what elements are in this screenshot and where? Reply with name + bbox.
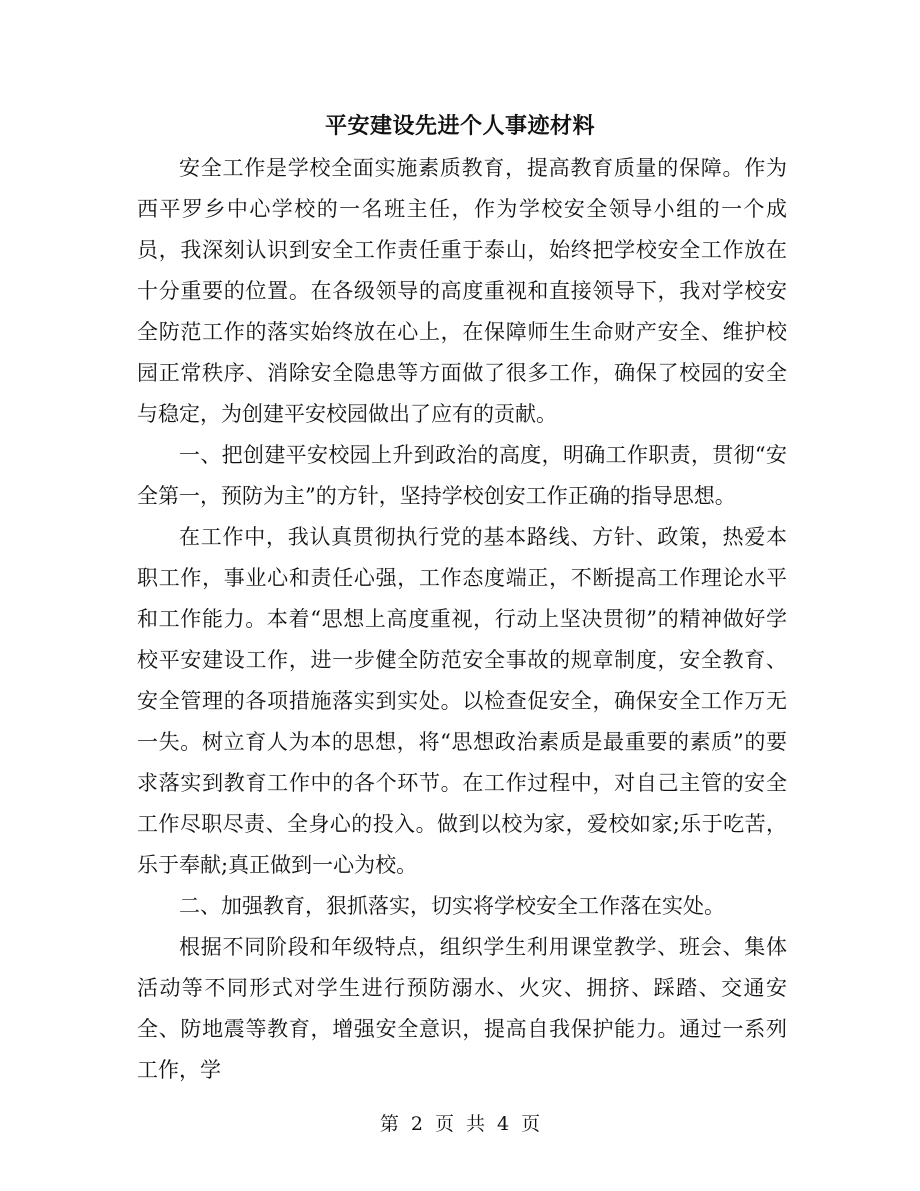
document-body <box>137 148 787 1091</box>
paragraph: 根据不同阶段和年级特点，组织学生利用课堂教学、班会、集体活动等不同形式对学生进行预防溺水、火灾、拥挤、踩踏、交通安全、防地震等教育，增强安全意识，提高自我保护能力。通过一系列工作，学 <box>137 935 787 1082</box>
paragraph: 二、加强教育，狠抓落实，切实将学校安全工作落在实处。 <box>179 894 725 918</box>
paragraph: 一、把创建平安校园上升到政治的高度，明确工作职责，贯彻“安全第一，预防为主”的方针，坚持学校创安工作正确的指导思想。 <box>137 443 787 508</box>
paragraph: 安全工作是学校全面实施素质教育，提高教育质量的保障。作为西平罗乡中心学校的一名班主任，作为学校安全领导小组的一个成员，我深刻认识到安全工作责任重于泰山，始终把学校安全工作放在十分重要的位置。在各级领导的高度重视和直接领导下，我对学校安全防范工作的落实始终放在心上，在保障师生生命财产安全、维护校园正常秩序、消除安全隐患等方面做了很多工作，确保了校园的安全与稳定，为创建平安校园做出了应有的贡献。 <box>137 156 787 426</box>
document-title: 平安建设先进个人事迹材料 <box>324 113 595 139</box>
paragraph: 在工作中，我认真贯彻执行党的基本路线、方针、政策，热爱本职工作，事业心和责任心强，工作态度端正，不断提高工作理论水平和工作能力。本着“思想上高度重视，行动上坚决贯彻”的精神做好学校平安建设工作，进一步健全防范安全事故的规章制度，安全教育、安全管理的各项措施落实到实处。以检查促安全，确保安全工作万无一失。树立育人为本的思想，将“思想政治素质是最重要的素质”的要求落实到教育工作中的各个环节。在工作过程中，对自己主管的安全工作尽职尽责、全身心的投入。做到以校为家，爱校如家;乐于吃苦，乐于奉献;真正做到一心为校。 <box>137 525 787 877</box>
page-number-footer: 第 2 页 共 4 页 <box>379 1113 541 1135</box>
